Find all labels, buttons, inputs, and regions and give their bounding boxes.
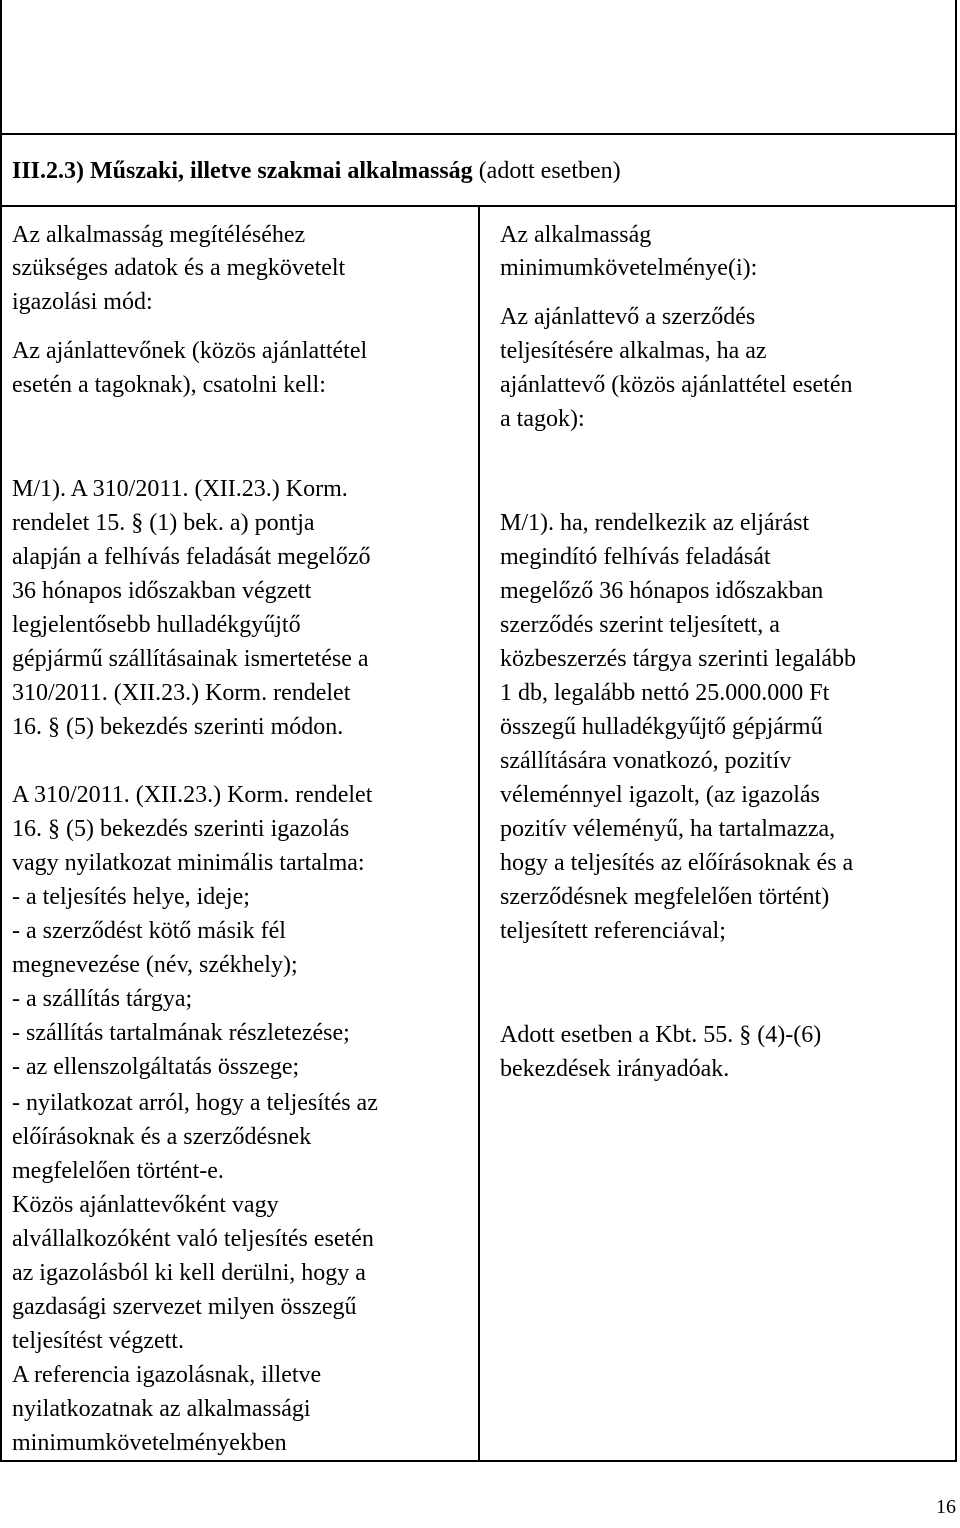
left-body-line: A 310/2011. (XII.23.) Korm. rendelet	[12, 782, 373, 808]
right-body-line: véleménnyel igazolt, (az igazolás	[500, 782, 820, 808]
left-body-line: vagy nyilatkozat minimális tartalma:	[12, 850, 365, 876]
right-body-line: megindító felhívás feladását	[500, 544, 771, 570]
left-body-line: alapján a felhívás feladását megelőző	[12, 544, 371, 570]
left-body-line: 36 hónapos időszakban végzett	[12, 578, 312, 604]
left-header-line: Az alkalmasság megítéléséhez	[12, 222, 306, 248]
right-header-line: Az ajánlattevő a szerződés	[500, 304, 756, 330]
left-body-line: - az ellenszolgáltatás összege;	[12, 1054, 300, 1080]
right-body-line: szerződés szerint teljesített, a	[500, 612, 780, 638]
right-body-line: bekezdések irányadóak.	[500, 1056, 730, 1082]
left-body-line: 16. § (5) bekezdés szerinti módon.	[12, 714, 344, 740]
left-header-line: esetén a tagoknak), csatolni kell:	[12, 372, 326, 398]
right-body-line: teljesített referenciával;	[500, 918, 726, 944]
left-body-line: A referencia igazolásnak, illetve	[12, 1362, 322, 1388]
left-body-line: minimumkövetelményekben	[12, 1430, 287, 1456]
right-body-line: összegű hulladékgyűjtő gépjármű	[500, 714, 823, 740]
left-header-line: Az ajánlattevőnek (közös ajánlattétel	[12, 338, 368, 364]
section-heading	[12, 154, 621, 188]
left-body-line: - nyilatkozat arról, hogy a teljesítés az	[12, 1090, 378, 1116]
left-body-line: 310/2011. (XII.23.) Korm. rendelet	[12, 680, 351, 706]
left-body-line: nyilatkozatnak az alkalmassági	[12, 1396, 311, 1422]
left-body-line: megnevezése (név, székhely);	[12, 952, 298, 978]
right-body-line: szállítására vonatkozó, pozitív	[500, 748, 792, 774]
right-body-line: M/1). ha, rendelkezik az eljárást	[500, 510, 810, 536]
column-divider	[478, 205, 480, 1462]
right-body-line: 1 db, legalább nettó 25.000.000 Ft	[500, 680, 830, 706]
left-body-line: M/1). A 310/2011. (XII.23.) Korm.	[12, 476, 348, 502]
right-body-line: megelőző 36 hónapos időszakban	[500, 578, 824, 604]
left-body-line: - szállítás tartalmának részletezése;	[12, 1020, 350, 1046]
left-body-line: - a teljesítés helye, ideje;	[12, 884, 250, 910]
table-top-border	[0, 133, 957, 135]
right-header-line: teljesítésére alkalmas, ha az	[500, 338, 767, 364]
left-header-line: szükséges adatok és a megkövetelt	[12, 255, 346, 281]
right-body-line: szerződésnek megfelelően történt)	[500, 884, 830, 910]
left-body-line: rendelet 15. § (1) bek. a) pontja	[12, 510, 315, 536]
right-body-line: pozitív véleményű, ha tartalmazza,	[500, 816, 836, 842]
left-body-line: alvállalkozóként való teljesítés esetén	[12, 1226, 374, 1252]
left-header-line: igazolási mód:	[12, 289, 153, 315]
left-body-line: gépjármű szállításainak ismertetése a	[12, 646, 369, 672]
left-body-line: legjelentősebb hulladékgyűjtő	[12, 612, 301, 638]
right-header-line: Az alkalmasság	[500, 222, 652, 248]
left-body-line: - a szerződést kötő másik fél	[12, 918, 286, 944]
right-header-line: ajánlattevő (közös ajánlattétel esetén	[500, 372, 853, 398]
right-header-line: a tagok):	[500, 406, 585, 432]
left-body-line: teljesítést végzett.	[12, 1328, 184, 1354]
right-body-line: Adott esetben a Kbt. 55. § (4)-(6)	[500, 1022, 822, 1048]
section-heading-bold: III.2.3) Műszaki, illetve szakmai alkalmasság	[12, 158, 473, 184]
page-number: 16	[936, 1496, 956, 1518]
right-header-line: minimumkövetelménye(i):	[500, 255, 758, 281]
left-body-line: megfelelően történt-e.	[12, 1158, 224, 1184]
right-body-line: hogy a teljesítés az előírásoknak és a	[500, 850, 854, 876]
left-body-line: - a szállítás tárgya;	[12, 986, 193, 1012]
left-body-line: 16. § (5) bekezdés szerinti igazolás	[12, 816, 350, 842]
left-body-line: gazdasági szervezet milyen összegű	[12, 1294, 357, 1320]
section-heading-normal: (adott esetben)	[472, 158, 621, 184]
left-body-line: az igazolásból ki kell derülni, hogy a	[12, 1260, 366, 1286]
left-body-line: előírásoknak és a szerződésnek	[12, 1124, 312, 1150]
right-body-line: közbeszerzés tárgya szerinti legalább	[500, 646, 857, 672]
left-body-line: Közös ajánlattevőként vagy	[12, 1192, 279, 1218]
